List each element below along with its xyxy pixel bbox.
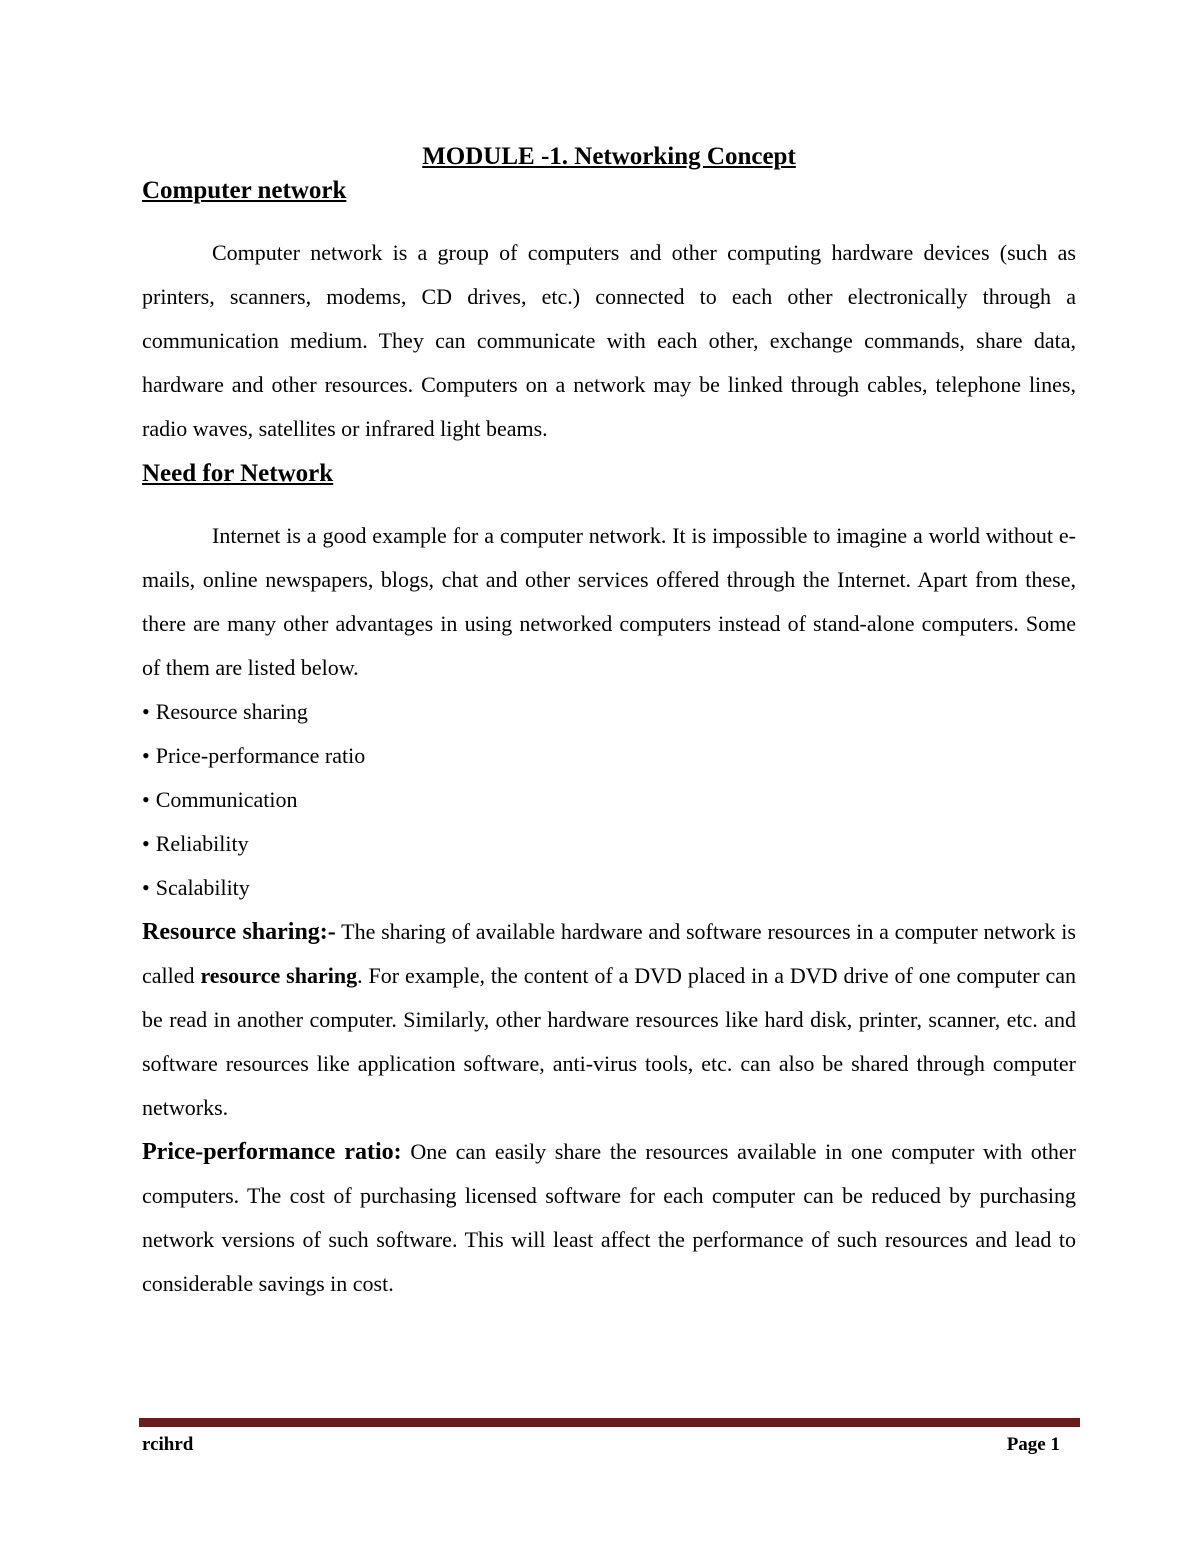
resource-sharing-text-before: The sharing of available hardware and software resources in a computer network is called xyxy=(142,919,1076,988)
resource-sharing-text-after: . For example, the content of a DVD placed in a DVD drive of one computer can be read in another computer. Similarly, other hardware resources like hard disk, printer, scanner, etc. and software resources like application software, anti-virus tools, etc. can also be shared through computer networks. xyxy=(142,963,1076,1120)
bullet-icon: • xyxy=(142,875,150,900)
list-item xyxy=(142,690,1076,734)
bullet-icon: • xyxy=(142,743,150,768)
list-item-label: Communication xyxy=(155,787,298,812)
list-item-label: Reliability xyxy=(155,831,249,856)
advantages-list xyxy=(142,690,1076,910)
bullet-icon: • xyxy=(142,831,150,856)
heading-need-for-network: Need for Network xyxy=(142,460,334,487)
paragraph-resource-sharing xyxy=(142,910,1076,1130)
page-content xyxy=(142,140,1076,1306)
bullet-icon: • xyxy=(142,699,150,724)
list-item-label: Resource sharing xyxy=(155,699,308,724)
module-title: MODULE -1. Networking Concept xyxy=(422,143,796,170)
list-item xyxy=(142,822,1076,866)
list-item-label: Price-performance ratio xyxy=(155,743,366,768)
resource-sharing-label: Resource sharing:- xyxy=(142,919,336,945)
footer-divider xyxy=(139,1418,1080,1427)
footer-org-label: rcihrd xyxy=(142,1434,194,1455)
list-item xyxy=(142,778,1076,822)
bullet-icon: • xyxy=(142,787,150,812)
heading-computer-network: Computer network xyxy=(142,177,347,204)
list-item-label: Scalability xyxy=(155,875,250,900)
list-item xyxy=(142,734,1076,778)
page-number: Page 1 xyxy=(1006,1434,1060,1455)
list-item xyxy=(142,866,1076,910)
price-performance-text: One can easily share the resources available in one computer with other computers. The cost of purchasing licensed software for each computer can be reduced by purchasing network versions of such software. This will least affect the performance of such resources and lead to considerable savings in cost. xyxy=(142,1139,1077,1296)
price-performance-label: Price-performance ratio: xyxy=(142,1139,402,1165)
resource-sharing-term: resource sharing xyxy=(200,963,358,988)
paragraph-need-for-network: Internet is a good example for a computer network. It is impossible to imagine a world without e-mails, online newspapers, blogs, chat and other services offered through the Internet. Apart from these, there are many other advantages in using networked computers instead of stand-alone computers. Some of them are listed below. xyxy=(142,523,1076,680)
paragraph-computer-network: Computer network is a group of computers and other computing hardware devices (such as printers, scanners, modems, CD drives, etc.) connected to each other electronically through a communication medium. They can communicate with each other, exchange commands, share data, hardware and other resources. Computers on a network may be linked through cables, telephone lines, radio waves, satellites or infrared light beams. xyxy=(142,240,1076,441)
paragraph-price-performance xyxy=(142,1130,1076,1306)
